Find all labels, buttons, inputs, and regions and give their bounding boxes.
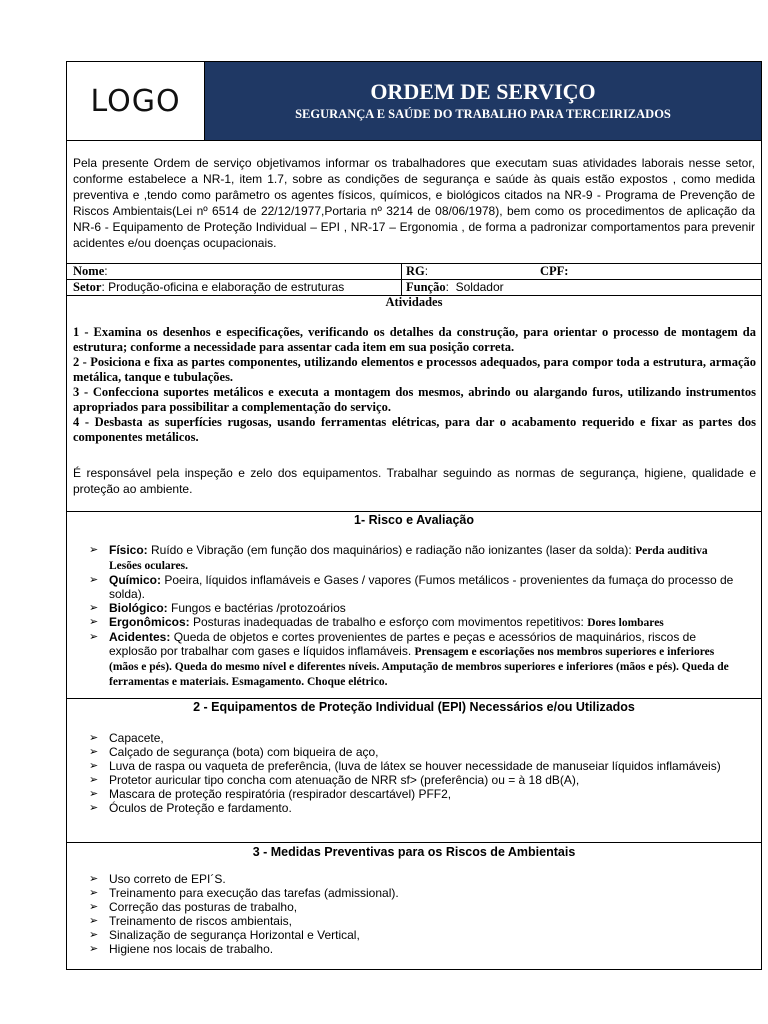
activities-list [73,325,756,445]
divider [67,511,761,512]
arrow-bullet-icon: ➢ [89,788,99,800]
divider [67,698,761,699]
measures-title: 3 - Medidas Preventivas para os Riscos de Ambientais [252,845,576,859]
logo-cell [67,62,205,140]
arrow-bullet-icon: ➢ [89,901,99,913]
arrow-bullet-icon: ➢ [89,616,99,628]
list-item: ➢ Sinalização de segurança Horizontal e Vertical, [89,928,360,942]
responsibility-paragraph: É responsável pela inspeção e zelo dos equipamentos. Trabalhar seguindo as normas de segurança, higiene, qualidade e proteção ao ambiente. [73,466,756,496]
document-title: ORDEM DE SERVIÇO [370,79,596,104]
cpf-field [540,264,568,279]
list-item: ➢ Protetor auricular tipo concha com atenuação de NRR sf> (preferência) ou = à 18 dB(A), [89,773,580,787]
list-item: ➢ Capacete, [89,731,164,745]
funcao-label: Função [406,280,446,294]
activities-title: Atividades [385,295,443,309]
arrow-bullet-icon: ➢ [89,544,99,556]
rg-label: RG [406,264,425,278]
list-item: ➢ Acidentes: Queda de objetos e cortes provenientes de partes e peças e acessórios de maquinários, riscos de explosão por trabalhar com gases e líquidos inflamáveis. Prensagem e escoriações nos membros superiores e inferiores (mãos e pés). Queda do mesmo nível e diferentes níveis. Amputação de membros superiores e inferiores (mãos e pés). Queda de ferramentas e materiais. Esmagamento. Choque elétrico. [89,630,729,688]
nome-label: Nome [73,264,105,278]
rg-field: RG: [406,264,429,278]
list-item: ➢ Físico: Ruído e Vibração (em função dos maquinários) e radiação não ionizantes (laser da solda): Perda auditiva Lesões oculares. [89,543,708,572]
intro-paragraph: Pela presente Ordem de serviço objetivamos informar os trabalhadores que executam suas atividades laborais nesse setor, conforme estabelece a NR-1, item 1.7, sobre as condições de segurança e saúde às quais estão expostos , como medida preventiva e ,tendo como parâmetro os agentes físicos, químicos, e biológicos citados na NR-9 - Programa de Prevenção de Riscos Ambientais(Lei nº 6514 de 22/12/1977,Portaria nº 3214 de 08/06/1978), bem como os procedimentos de aplicação da NR-6 - Equipamento de Proteção Individual – EPI , NR-17 – Ergonomia , de forma a padronizar comportamentos para prevenir acidentes e/ou doenças ocupacionais. [73,156,755,250]
activity-item: 1 - Examina os desenhos e especificações, verificando os detalhes da construção, para orientar o processo de montagem da estrutura; conforme a necessidade para assentar cada item em sua posição correta. [73,325,756,354]
epi-list [83,731,743,815]
setor-value: Produção-oficina e elaboração de estruturas [108,280,345,294]
epi-title: 2 - Equipamentos de Proteção Individual (EPI) Necessários e/ou Utilizados [193,700,635,714]
list-item: ➢ Luva de raspa ou vaqueta de preferência, (luva de látex se houver necessidade de manuseiar líquidos inflamáveis) [89,759,721,773]
list-item: ➢ Ergonômicos: Posturas inadequadas de trabalho e esforço com movimentos repetitivos: Dores lombares [89,615,664,629]
divider [401,263,402,295]
funcao-field: Função: Soldador [406,280,504,294]
risks-list [83,543,743,689]
arrow-bullet-icon: ➢ [89,760,99,772]
arrow-bullet-icon: ➢ [89,802,99,814]
list-item: ➢ Calçado de segurança (bota) com biqueira de aço, [89,745,379,759]
arrow-bullet-icon: ➢ [89,631,99,643]
arrow-bullet-icon: ➢ [89,887,99,899]
arrow-bullet-icon: ➢ [89,732,99,744]
activity-item: 2 - Posiciona e fixa as partes componentes, utilizando elementos e processos adequados, para compor toda a estrutura, armação metálica, tanque e tubulações. [73,355,756,384]
setor-label: Setor [73,280,102,294]
cpf-label: CPF: [540,264,569,278]
document-subtitle: SEGURANÇA E SAÚDE DO TRABALHO PARA TERCEIRIZADOS [295,107,671,121]
list-item: ➢ Mascara de proteção respiratória (respirador descartável) PFF2, [89,787,452,801]
list-item: ➢ Higiene nos locais de trabalho. [89,942,274,956]
setor-field: Setor: Produção-oficina e elaboração de estruturas [73,280,345,294]
activity-item: 4 - Desbasta as superfícies rugosas, usando ferramentas elétricas, para dar o acabamento requerido e fixar as partes dos componentes metálicos. [73,415,756,444]
arrow-bullet-icon: ➢ [89,873,99,885]
list-item: ➢ Químico: Poeira, líquidos inflamáveis e Gases / vapores (Fumos metálicos - provenientes da fumaça do processo de solda). [89,573,734,601]
funcao-value: Soldador [455,280,504,294]
company-logo: LOGO [90,83,181,119]
arrow-bullet-icon: ➢ [89,602,99,614]
arrow-bullet-icon: ➢ [89,746,99,758]
measures-list [83,872,743,956]
list-item: ➢ Biológico: Fungos e bactérias /protozoários [89,601,346,615]
risks-title: 1- Risco e Avaliação [354,513,474,527]
form-header [67,62,761,141]
service-order-form [66,61,762,970]
arrow-bullet-icon: ➢ [89,574,99,586]
activity-item: 3 - Confecciona suportes metálicos e executa a montagem dos mesmos, abrindo ou alargando furos, utilizando instrumentos apropriados para possibilitar a complementação do serviço. [73,385,756,414]
list-item: ➢ Óculos de Proteção e fardamento. [89,801,292,815]
list-item: ➢ Treinamento para execução das tarefas (admissional). [89,886,399,900]
list-item: ➢ Uso correto de EPI´S. [89,872,226,886]
arrow-bullet-icon: ➢ [89,943,99,955]
arrow-bullet-icon: ➢ [89,915,99,927]
list-item: ➢ Treinamento de riscos ambientais, [89,914,292,928]
arrow-bullet-icon: ➢ [89,929,99,941]
list-item: ➢ Correção das posturas de trabalho, [89,900,298,914]
divider [67,842,761,843]
arrow-bullet-icon: ➢ [89,774,99,786]
nome-field: Nome: [73,264,108,278]
title-banner [205,62,761,140]
